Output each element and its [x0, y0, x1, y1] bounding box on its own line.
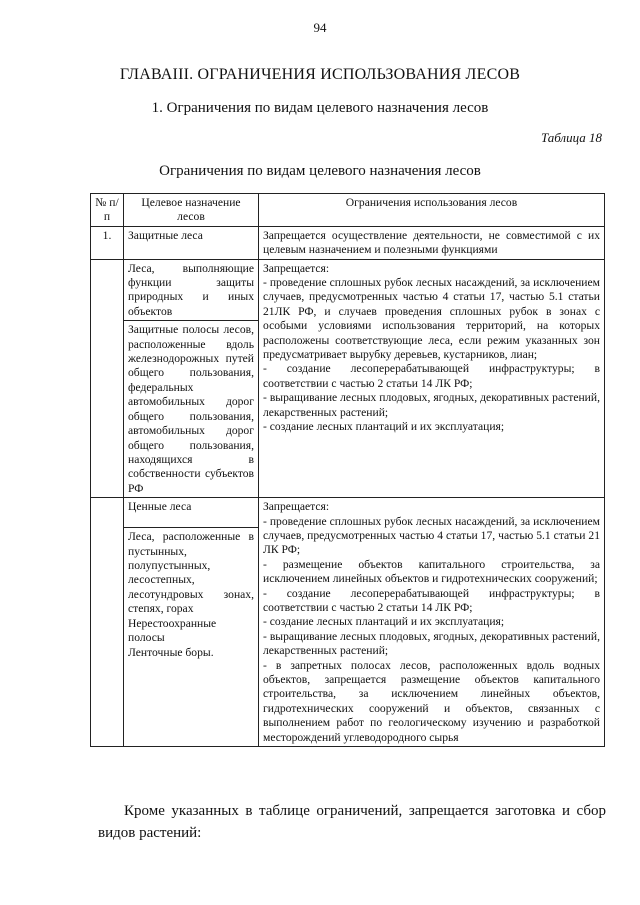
restriction-item: - проведение сплошных рубок лесных насаждений, за исключением случаев, предусмотренных частью 4 статьи 17, частью 5.1 статьи 21 ЛК РФ; [263, 514, 600, 557]
restriction-item: Запрещается: [263, 500, 330, 514]
table-header-row [91, 194, 605, 227]
restriction-item: - создание лесоперерабатывающей инфраструктуры; в соответствии с частью 2 статьи 14 ЛК РФ; [263, 586, 600, 614]
row-number-empty [91, 259, 124, 498]
chapter-title: ГЛАВАIII. ОГРАНИЧЕНИЯ ИСПОЛЬЗОВАНИЯ ЛЕСОВ [119, 66, 521, 83]
table-row [91, 498, 605, 528]
header-number: № п/п [91, 194, 124, 227]
restriction-list-cell [259, 498, 605, 747]
header-purpose: Целевое назначение лесов [124, 194, 259, 227]
restriction-item: - выращивание лесных плодовых, ягодных, декоративных растений, лекарственных растений; [263, 629, 600, 658]
table-row [91, 259, 605, 321]
row-number-empty [91, 498, 124, 747]
purpose-item: Ленточные боры. [128, 645, 214, 659]
table-label: Таблица 18 [540, 130, 602, 145]
restriction-item: Запрещается: [263, 261, 330, 275]
row-number: 1. [91, 226, 124, 259]
purpose-cell: Ценные леса [124, 498, 259, 528]
restriction-item: - проведение сплошных рубок лесных насаждений, за исключением случаев, предусмотренных частью 4 статьи 17, частью 5.1 статьи 21ЛК РФ, и случаев проведения сплошных рубок в зонах с особыми условиями использования территорий, на которых расположены соответствующие леса, если режим указанных зон предусматривает вырубку деревьев, кустарников, лиан; [263, 276, 600, 362]
purpose-cell: Леса, выполняющие функции защиты природных и иных объектов [124, 259, 259, 321]
purpose-cell: Защитные леса [124, 226, 259, 259]
restriction-item: - размещение объектов капитального строительства, за исключением линейных объектов и гидротехнических сооружений; [263, 557, 600, 586]
table-caption: Ограничения по видам целевого назначения лесов [159, 163, 481, 179]
restriction-list-cell [259, 259, 605, 498]
restriction-item: - выращивание лесных плодовых, ягодных, декоративных растений, лекарственных растений; [263, 391, 600, 419]
restriction-item: - в запретных полосах лесов, расположенных вдоль водных объектов, запрещается размещение объектов капитального строительства, за исключением линейных объектов, гидротехнических сооружений и объектов, связанных с выполнением работ по геологическому изучению и разработкой месторождений углеводородного сырья [263, 658, 600, 744]
restrictions-table [90, 193, 605, 747]
purpose-list-cell [124, 528, 259, 747]
purpose-cell: Защитные полосы лесов, расположенные вдоль железнодорожных путей общего пользования, федеральных автомобильных дорог общего пользования, автомобильных дорог общего пользования, находящихся в собственности субъектов РФ [124, 321, 259, 498]
section-title: 1. Ограничения по видам целевого назначения лесов [151, 100, 489, 116]
table-row [91, 226, 605, 259]
purpose-item: Нерестоохранные полосы [128, 616, 217, 645]
footer-paragraph: Кроме указанных в таблице ограничений, запрещается заготовка и сбор видов растений: [98, 803, 606, 841]
restriction-item: - создание лесных плантаций и их эксплуатация; [263, 615, 505, 629]
header-restrictions: Ограничения использования лесов [259, 194, 605, 227]
restriction-item: - создание лесоперерабатывающей инфраструктуры; в соответствии с частью 2 статьи 14 ЛК РФ; [263, 362, 600, 390]
purpose-item: Леса, расположенные в пустынных, полупустынных, лесостепных, лесотундровых зонах, степях, горах [128, 530, 254, 616]
restriction-cell: Запрещается осуществление деятельности, не совместимой с их целевым назначением и полезными функциями [259, 226, 605, 259]
page-number: 94 [313, 20, 327, 35]
restriction-item: - создание лесных плантаций и их эксплуатация; [263, 420, 505, 434]
